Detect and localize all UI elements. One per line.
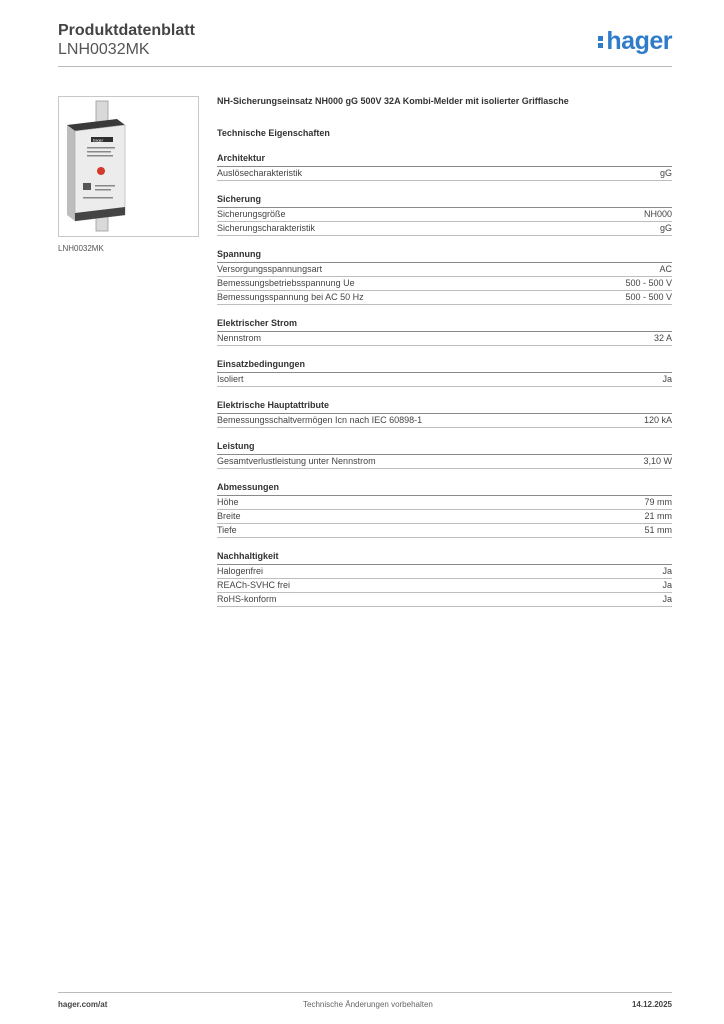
spec-value: Ja — [662, 374, 672, 384]
spec-key: Auslösecharakteristik — [217, 168, 303, 178]
group-einsatzbedingungen — [217, 359, 672, 387]
group-title: Spannung — [217, 249, 672, 263]
spec-key: Nennstrom — [217, 333, 262, 343]
spec-key: REACh-SVHC frei — [217, 580, 291, 590]
group-title: Architektur — [217, 153, 672, 167]
logo-dots-icon — [598, 34, 604, 50]
section-title: Technische Eigenschaften — [217, 128, 330, 138]
group-architektur — [217, 153, 672, 181]
spec-value: gG — [659, 168, 672, 178]
product-description: NH-Sicherungseinsatz NH000 gG 500V 32A Kombi-Melder mit isolierter Grifflasche — [217, 96, 569, 106]
group-spannung — [217, 249, 672, 305]
spec-value: NH000 — [643, 209, 672, 219]
header-divider — [58, 66, 672, 67]
group-title: Elektrische Hauptattribute — [217, 400, 672, 414]
spec-key: Sicherungscharakteristik — [217, 223, 316, 233]
spec-row — [217, 291, 672, 305]
spec-key: RoHS-konform — [217, 594, 277, 604]
spec-row — [217, 565, 672, 579]
fuse-illustration — [59, 97, 198, 236]
spec-key: Bemessungsbetriebsspannung Ue — [217, 278, 355, 288]
spec-key: Tiefe — [217, 525, 237, 535]
spec-key: Isoliert — [217, 374, 244, 384]
spec-key: Bemessungsschaltvermögen Icn nach IEC 60898-1 — [217, 415, 423, 425]
spec-value: 21 mm — [644, 511, 672, 521]
spec-value: 51 mm — [644, 525, 672, 535]
group-title: Nachhaltigkeit — [217, 551, 672, 565]
image-caption: LNH0032MK — [58, 244, 104, 253]
document-header — [58, 21, 195, 59]
spec-row — [217, 208, 672, 222]
group-elektrische-hauptattribute — [217, 400, 672, 428]
spec-value: Ja — [662, 566, 672, 576]
page-footer — [58, 992, 672, 1009]
spec-value: AC — [659, 264, 672, 274]
spec-key: Versorgungsspannungsart — [217, 264, 323, 274]
spec-row — [217, 496, 672, 510]
spec-row — [217, 167, 672, 181]
product-code: LNH0032MK — [58, 41, 150, 58]
spec-key: Halogenfrei — [217, 566, 264, 576]
group-title: Abmessungen — [217, 482, 672, 496]
spec-key: Bemessungsspannung bei AC 50 Hz — [217, 292, 364, 302]
spec-row — [217, 277, 672, 291]
group-elektrischer-strom — [217, 318, 672, 346]
group-title: Elektrischer Strom — [217, 318, 672, 332]
group-leistung — [217, 441, 672, 469]
spec-row — [217, 414, 672, 428]
spec-row — [217, 524, 672, 538]
group-title: Einsatzbedingungen — [217, 359, 672, 373]
footer-note: Technische Änderungen vorbehalten — [303, 1000, 433, 1009]
product-image — [58, 96, 199, 237]
spec-row — [217, 373, 672, 387]
spec-row — [217, 222, 672, 236]
fuse-label: hager — [93, 137, 104, 143]
spec-row — [217, 332, 672, 346]
group-title: Sicherung — [217, 194, 672, 208]
spec-key: Höhe — [217, 497, 239, 507]
footer-date: 14.12.2025 — [631, 1000, 672, 1009]
spec-value: Ja — [662, 594, 672, 604]
spec-row — [217, 510, 672, 524]
spec-key: Breite — [217, 511, 241, 521]
product-details — [217, 96, 672, 607]
group-title: Leistung — [217, 441, 672, 455]
spec-value: 500 - 500 V — [625, 278, 672, 288]
spec-row — [217, 455, 672, 469]
spec-value: 120 kA — [643, 415, 672, 425]
document-title: Produktdatenblatt — [58, 22, 195, 39]
spec-value: Ja — [662, 580, 672, 590]
spec-row — [217, 263, 672, 277]
spec-value: 3,10 W — [643, 456, 672, 466]
group-nachhaltigkeit — [217, 551, 672, 607]
spec-key: Gesamtverlustleistung unter Nennstrom — [217, 456, 376, 466]
spec-value: gG — [659, 223, 672, 233]
group-sicherung — [217, 194, 672, 236]
spec-value: 32 A — [653, 333, 672, 343]
spec-value: 79 mm — [644, 497, 672, 507]
logo-text: hager — [606, 27, 672, 55]
group-abmessungen — [217, 482, 672, 538]
spec-row — [217, 593, 672, 607]
hager-logo — [598, 26, 672, 56]
spec-row — [217, 579, 672, 593]
spec-value: 500 - 500 V — [625, 292, 672, 302]
footer-website-link[interactable]: hager.com/at — [58, 1000, 108, 1009]
spec-key: Sicherungsgröße — [217, 209, 286, 219]
